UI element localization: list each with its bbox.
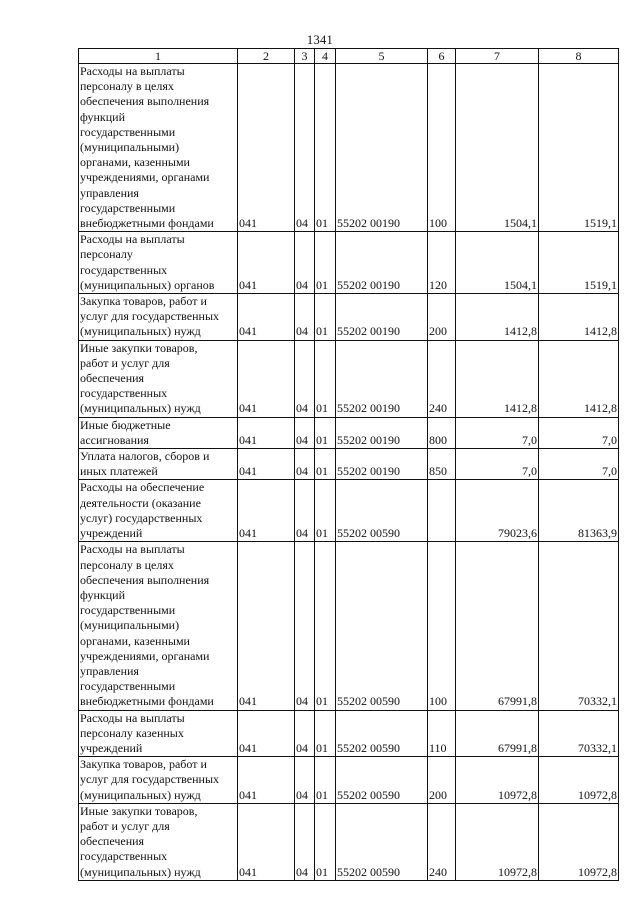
row-section: 04 [295, 449, 315, 480]
row-code: 041 [238, 294, 295, 341]
row-name: Закупка товаров, работ и услуг для государственных (муниципальных) нужд [79, 757, 238, 804]
row-amount-year-1: 10972,8 [456, 757, 539, 804]
row-expense-type: 100 [428, 64, 456, 232]
row-expense-type: 120 [428, 232, 456, 294]
row-code: 041 [238, 449, 295, 480]
row-amount-year-1: 1504,1 [456, 232, 539, 294]
row-code: 041 [238, 803, 295, 880]
row-target-article: 55202 00190 [336, 449, 428, 480]
row-name: Расходы на обеспечение деятельности (оказание услуг) государственных учреждений [79, 480, 238, 542]
table-row [79, 294, 619, 341]
row-expense-type: 800 [428, 417, 456, 448]
row-section: 04 [295, 757, 315, 804]
row-amount-year-1: 1412,8 [456, 340, 539, 417]
row-section: 04 [295, 417, 315, 448]
row-expense-type: 240 [428, 340, 456, 417]
row-subsection: 01 [315, 710, 336, 757]
row-section: 04 [295, 64, 315, 232]
row-code: 041 [238, 757, 295, 804]
row-subsection: 01 [315, 64, 336, 232]
row-name: Иные бюджетные ассигнования [79, 417, 238, 448]
row-name: Расходы на выплаты персоналу в целях обеспечения выполнения функций государственными (муниципальными) органами, казенными учреждениями, органами управления государственными внебюджетными фондами [79, 64, 238, 232]
row-name: Расходы на выплаты персоналу государственных (муниципальных) органов [79, 232, 238, 294]
row-expense-type: 850 [428, 449, 456, 480]
row-target-article: 55202 00590 [336, 542, 428, 710]
row-name: Иные закупки товаров, работ и услуг для обеспечения государственных (муниципальных) нужд [79, 340, 238, 417]
row-expense-type [428, 480, 456, 542]
row-amount-year-2: 81363,9 [539, 480, 619, 542]
row-target-article: 55202 00190 [336, 340, 428, 417]
header-col-3: 3 [295, 49, 315, 64]
row-expense-type: 200 [428, 757, 456, 804]
header-col-5: 5 [336, 49, 428, 64]
page-number: 1341 [306, 33, 334, 47]
row-expense-type: 100 [428, 542, 456, 710]
table-row [79, 449, 619, 480]
row-subsection: 01 [315, 294, 336, 341]
row-name: Расходы на выплаты персоналу в целях обеспечения выполнения функций государственными (муниципальными) органами, казенными учреждениями, органами управления государственными внебюджетными фондами [79, 542, 238, 710]
row-section: 04 [295, 803, 315, 880]
row-target-article: 55202 00590 [336, 757, 428, 804]
header-col-2: 2 [238, 49, 295, 64]
header-row [79, 49, 619, 64]
table-row [79, 710, 619, 757]
row-amount-year-2: 10972,8 [539, 803, 619, 880]
row-amount-year-1: 10972,8 [456, 803, 539, 880]
row-amount-year-2: 70332,1 [539, 710, 619, 757]
row-amount-year-2: 1519,1 [539, 232, 619, 294]
row-section: 04 [295, 340, 315, 417]
row-section: 04 [295, 710, 315, 757]
row-name: Уплата налогов, сборов и иных платежей [79, 449, 238, 480]
table-row [79, 417, 619, 448]
row-subsection: 01 [315, 757, 336, 804]
row-subsection: 01 [315, 449, 336, 480]
row-amount-year-1: 7,0 [456, 449, 539, 480]
row-amount-year-1: 1504,1 [456, 64, 539, 232]
row-target-article: 55202 00190 [336, 232, 428, 294]
table-row [79, 232, 619, 294]
row-code: 041 [238, 417, 295, 448]
table-row [79, 803, 619, 880]
row-subsection: 01 [315, 480, 336, 542]
row-amount-year-2: 7,0 [539, 449, 619, 480]
row-subsection: 01 [315, 232, 336, 294]
row-code: 041 [238, 340, 295, 417]
row-amount-year-1: 67991,8 [456, 710, 539, 757]
row-amount-year-1: 79023,6 [456, 480, 539, 542]
row-subsection: 01 [315, 340, 336, 417]
row-subsection: 01 [315, 803, 336, 880]
table-row [79, 64, 619, 232]
header-col-7: 7 [456, 49, 539, 64]
table-row [79, 340, 619, 417]
header-col-4: 4 [315, 49, 336, 64]
row-subsection: 01 [315, 417, 336, 448]
row-subsection: 01 [315, 542, 336, 710]
row-expense-type: 200 [428, 294, 456, 341]
row-target-article: 55202 00190 [336, 417, 428, 448]
row-amount-year-2: 10972,8 [539, 757, 619, 804]
row-name: Иные закупки товаров, работ и услуг для обеспечения государственных (муниципальных) нужд [79, 803, 238, 880]
row-expense-type: 240 [428, 803, 456, 880]
row-code: 041 [238, 480, 295, 542]
row-code: 041 [238, 542, 295, 710]
row-amount-year-2: 1412,8 [539, 340, 619, 417]
row-code: 041 [238, 710, 295, 757]
row-amount-year-2: 1519,1 [539, 64, 619, 232]
row-amount-year-2: 70332,1 [539, 542, 619, 710]
row-section: 04 [295, 480, 315, 542]
table-row [79, 542, 619, 710]
row-name: Расходы на выплаты персоналу казенных учреждений [79, 710, 238, 757]
row-amount-year-2: 1412,8 [539, 294, 619, 341]
row-target-article: 55202 00590 [336, 710, 428, 757]
row-amount-year-1: 1412,8 [456, 294, 539, 341]
table-row [79, 480, 619, 542]
row-code: 041 [238, 64, 295, 232]
table-row [79, 757, 619, 804]
header-col-1: 1 [79, 49, 238, 64]
header-col-8: 8 [539, 49, 619, 64]
row-amount-year-2: 7,0 [539, 417, 619, 448]
row-target-article: 55202 00590 [336, 480, 428, 542]
row-section: 04 [295, 542, 315, 710]
table-body [79, 64, 619, 881]
header-col-6: 6 [428, 49, 456, 64]
row-target-article: 55202 00190 [336, 64, 428, 232]
row-amount-year-1: 7,0 [456, 417, 539, 448]
row-target-article: 55202 00590 [336, 803, 428, 880]
budget-table [78, 48, 619, 881]
row-section: 04 [295, 232, 315, 294]
row-code: 041 [238, 232, 295, 294]
row-name: Закупка товаров, работ и услуг для государственных (муниципальных) нужд [79, 294, 238, 341]
row-target-article: 55202 00190 [336, 294, 428, 341]
row-section: 04 [295, 294, 315, 341]
row-amount-year-1: 67991,8 [456, 542, 539, 710]
row-expense-type: 110 [428, 710, 456, 757]
